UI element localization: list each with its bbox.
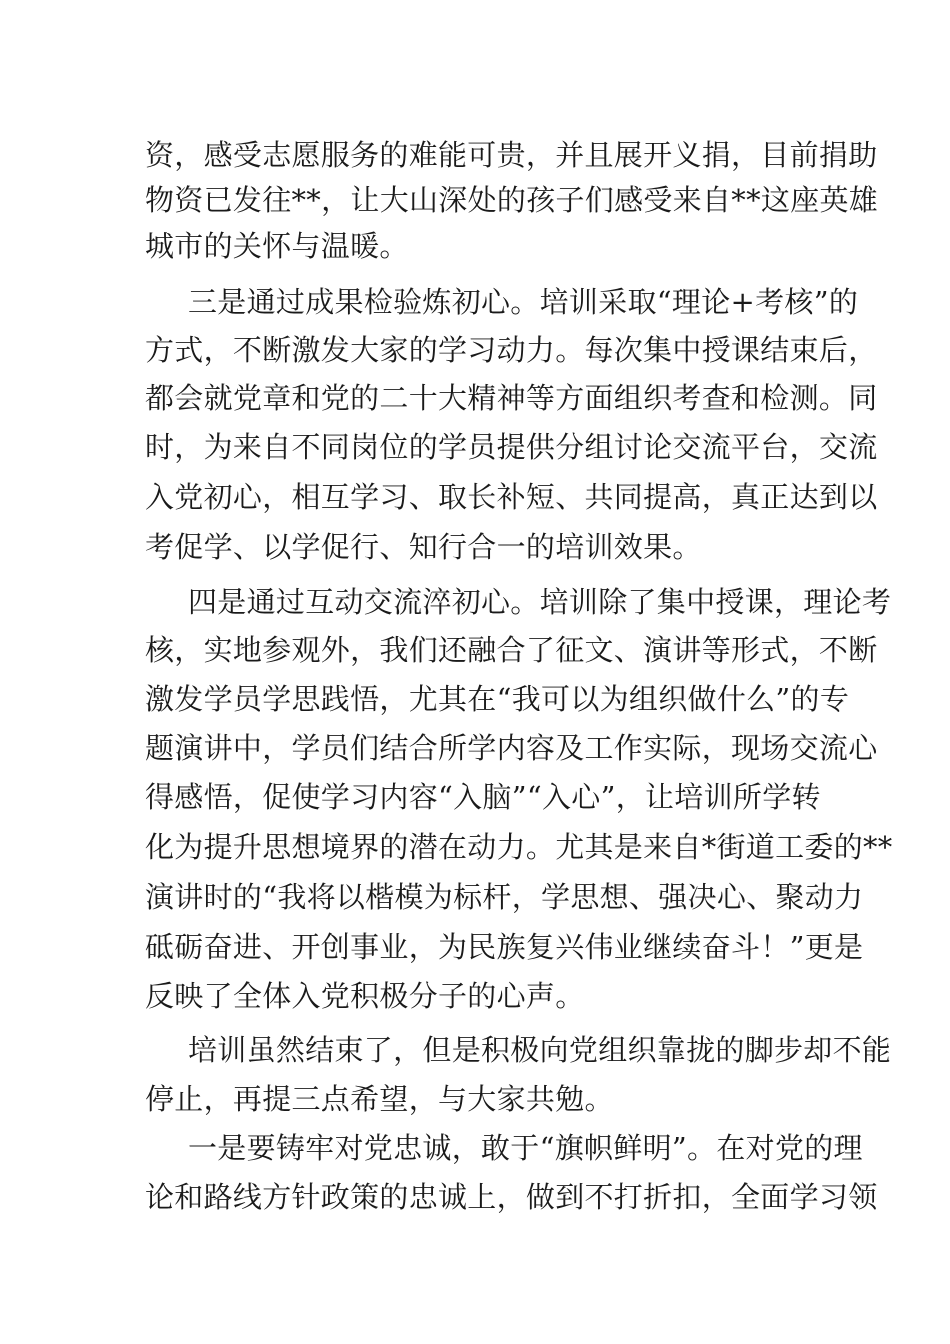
text-line: 城市的关怀与温暖。 [145,229,409,263]
text-line: 方式，不断激发大家的学习动力。每次集中授课结束后， [145,333,878,367]
text-line: 演讲时的“我将以楷模为标杆，学思想、强决心、聚动力 [145,880,864,914]
text-line: 物资已发往**，让大山深处的孩子们感受来自**这座英雄 [145,183,879,217]
text-line: 砥砺奋进、开创事业，为民族复兴伟业继续奋斗！”更是 [145,930,864,964]
text-line: 反映了全体入党积极分子的心声。 [145,979,585,1013]
text-line: 题演讲中，学员们结合所学内容及工作实际，现场交流心 [145,731,878,765]
text-line: 考促学、以学促行、知行合一的培训效果。 [145,530,702,564]
text-line: 时，为来自不同岗位的学员提供分组讨论交流平台，交流 [145,430,878,464]
text-line: 资，感受志愿服务的难能可贵，并且展开义捐，目前捐助 [145,138,878,172]
paragraph-first-line: 四是通过互动交流淬初心。培训除了集中授课，理论考 [188,585,892,619]
paragraph-first-line: 三是通过成果检验炼初心。培训采取“理论+考核”的 [188,285,859,319]
paragraph-first-line: 一是要铸牢对党忠诚，敢于“旗帜鲜明”。在对党的理 [188,1131,863,1165]
text-line: 入党初心，相互学习、取长补短、共同提高，真正达到以 [145,480,878,514]
paragraph-first-line: 培训虽然结束了，但是积极向党组织靠拢的脚步却不能 [188,1033,892,1067]
text-line: 化为提升思想境界的潜在动力。尤其是来自*街道工委的** [145,830,893,864]
text-line: 得感悟，促使学习内容“入脑”“入心”，让培训所学转 [145,780,821,814]
text-line: 核，实地参观外，我们还融合了征文、演讲等形式，不断 [145,633,878,667]
text-line: 论和路线方针政策的忠诚上，做到不打折扣，全面学习领 [145,1180,878,1214]
text-line: 停止，再提三点希望，与大家共勉。 [145,1082,614,1116]
text-line: 都会就党章和党的二十大精神等方面组织考查和检测。同 [145,381,878,415]
text-line: 激发学员学思践悟，尤其在“我可以为组织做什么”的专 [145,682,850,716]
